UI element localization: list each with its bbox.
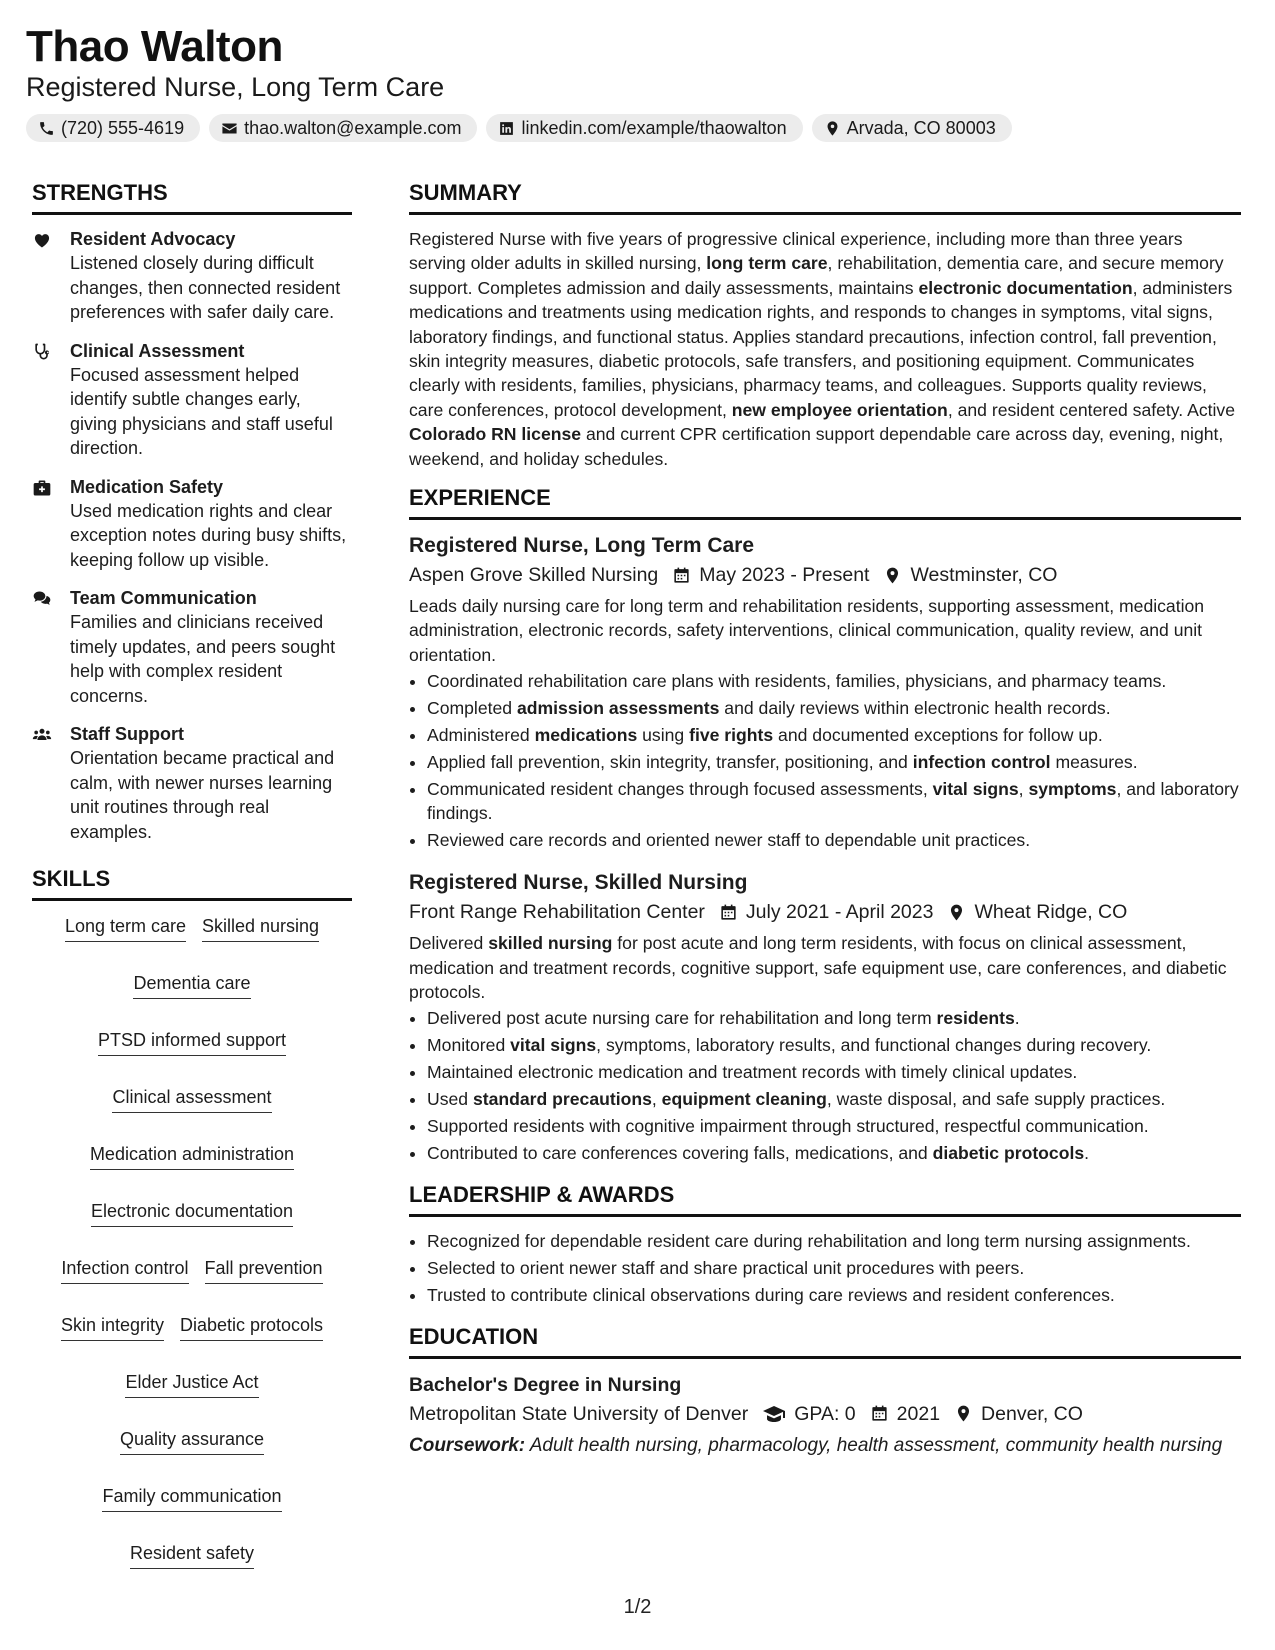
text-run: Contributed to care conferences covering falls, medications, and: [427, 1142, 933, 1163]
bullet-item: [427, 1060, 1241, 1084]
text-run: Delivered: [409, 933, 489, 954]
contact-phone-text: (720) 555-4619: [61, 117, 185, 138]
skill-tag: Diabetic protocols: [180, 1314, 323, 1341]
heart-icon: [32, 230, 52, 250]
calendar-icon: [719, 903, 738, 922]
text-run: , administers medications and treatments using medication rights, and responds to changes in symptoms, vital signs, laboratory findings, and functional status. Applies standard precautions, infection control, fall prevention, skin integrity measures, diabetic protocols, safe transfers, and positioning equipment. Communicates clearly with residents, families, physicians, pharmacy teams, and colleagues. Supports quality reviews, care conferences, protocol development,: [409, 277, 1233, 420]
education-meta: [409, 1399, 1241, 1429]
strength-title: Clinical Assessment: [70, 340, 245, 361]
strength-item: [32, 475, 352, 573]
emphasis-text: infection control: [912, 752, 1051, 772]
bullet-item: [427, 1114, 1241, 1138]
phone-icon: [38, 120, 55, 137]
emphasis-text: standard precautions: [472, 1089, 652, 1110]
school-name: Metropolitan State University of Denver: [409, 1402, 749, 1425]
bullet-item: [427, 1141, 1241, 1165]
emphasis-text: Colorado RN license: [409, 424, 582, 445]
text-run: measures.: [1050, 752, 1138, 772]
skill-tag: Elder Justice Act: [125, 1371, 258, 1398]
page-number: 1/2: [623, 1596, 652, 1618]
experience-heading: EXPERIENCE: [409, 485, 1241, 520]
text-run: Trusted to contribute clinical observations during care reviews and resident conferences.: [427, 1284, 1115, 1305]
text-run: , and laboratory findings.: [427, 778, 1239, 824]
contact-email-text: thao.walton@example.com: [244, 117, 462, 138]
bullet-item: [427, 669, 1241, 693]
gpa: GPA: 0: [794, 1402, 856, 1425]
job-intro: [409, 931, 1241, 1004]
strength-title: Team Communication: [70, 588, 257, 608]
job-meta: [409, 897, 1241, 927]
text-run: Leads daily nursing care for long term and rehabilitation residents, supporting assessment, medication administration, electronic records, safety interventions, clinical communication, quality review, and unit orientation.: [409, 596, 1205, 665]
job-company: Front Range Rehabilitation Center: [409, 901, 705, 924]
strength-desc: Orientation became practical and calm, with newer nurses learning unit routines through real examples.: [70, 748, 335, 842]
strength-item: [32, 227, 352, 325]
bullet-item: [427, 1256, 1241, 1280]
text-run: , rehabilitation, dementia care, and secure memory support. Completes admission and daily assessments, maintains: [409, 253, 1224, 298]
job-meta: [409, 560, 1241, 590]
text-run: and daily reviews within electronic health records.: [719, 698, 1111, 719]
bullet-item: [427, 1033, 1241, 1057]
bullet-item: [427, 750, 1241, 774]
skill-tag: Resident safety: [130, 1542, 254, 1569]
emphasis-text: skilled nursing: [488, 933, 613, 954]
text-run: Administered: [427, 725, 535, 746]
text-run: ,: [1018, 778, 1029, 799]
strength-item: [32, 339, 352, 461]
calendar-icon: [672, 566, 691, 585]
text-run: .: [1084, 1142, 1090, 1163]
coursework-text: Adult health nursing, pharmacology, health assessment, community health nursing: [529, 1434, 1223, 1456]
coursework: [409, 1433, 1241, 1458]
job-dates: May 2023 - Present: [699, 564, 870, 587]
text-run: .: [1014, 1008, 1020, 1029]
text-run: , waste disposal, and safe supply practices.: [826, 1089, 1166, 1110]
skill-tag: Long term care: [65, 915, 186, 942]
candidate-title: Registered Nurse, Long Term Care: [26, 72, 445, 102]
summary-heading: SUMMARY: [409, 180, 1241, 215]
bullet-item: [427, 723, 1241, 747]
bullet-item: [427, 696, 1241, 720]
emphasis-text: admission assessments: [516, 698, 720, 719]
emphasis-text: medications: [534, 725, 638, 746]
text-run: ,: [651, 1089, 662, 1110]
text-run: Supported residents with cognitive impairment through structured, respectful communication.: [427, 1115, 1149, 1136]
job-title: Registered Nurse, Long Term Care: [409, 534, 755, 558]
contact-email[interactable]: [209, 114, 477, 142]
skill-tag: Family communication: [102, 1485, 281, 1512]
text-run: Registered Nurse with five years of progressive clinical experience, including more than three years serving older adults in skilled nursing,: [409, 229, 1183, 274]
emphasis-text: residents: [936, 1008, 1015, 1029]
job-dates: July 2021 - April 2023: [745, 901, 934, 924]
coursework-label: Coursework:: [409, 1434, 526, 1456]
calendar-icon: [870, 1404, 889, 1423]
stethoscope-icon: [32, 342, 52, 362]
text-run: and documented exceptions for follow up.: [773, 725, 1103, 746]
job-entry: [409, 869, 1241, 1165]
job-bullets: [409, 1006, 1241, 1165]
text-run: Applied fall prevention, skin integrity, transfer, positioning, and: [427, 752, 913, 772]
leadership-bullets: [409, 1229, 1241, 1307]
text-run: Monitored: [427, 1035, 511, 1056]
emphasis-text: vital signs: [510, 1035, 597, 1056]
emphasis-text: symptoms: [1028, 778, 1117, 799]
contact-linkedin-text: linkedin.com/example/thaowalton: [521, 117, 787, 138]
job-entry: [409, 532, 1241, 853]
emphasis-text: electronic documentation: [918, 277, 1133, 298]
skills-heading: SKILLS: [32, 866, 352, 901]
text-run: Reviewed care records and oriented newer staff to dependable unit practices.: [427, 830, 1031, 851]
contact-location: [812, 114, 1012, 142]
job-location: Westminster, CO: [910, 564, 1058, 587]
text-run: for post acute and long term residents, with focus on clinical assessment, medication and treatment records, cognitive support, safe equipment use, care conferences, and diabetic protocols.: [409, 933, 1227, 1002]
job-intro: [409, 594, 1241, 667]
summary-text: [409, 227, 1241, 471]
job-title: Registered Nurse, Skilled Nursing: [409, 871, 748, 895]
linkedin-icon: [498, 120, 515, 137]
users-icon: [32, 725, 52, 745]
text-run: using: [637, 725, 690, 746]
strength-desc: Focused assessment helped identify subtle changes early, giving physicians and staff useful direction.: [70, 364, 333, 458]
text-run: Recognized for dependable resident care during rehabilitation and long term nursing assignments.: [427, 1230, 1191, 1251]
text-run: Maintained electronic medication and treatment records with timely clinical updates.: [427, 1062, 1078, 1083]
text-run: Completed: [427, 698, 517, 719]
contact-location-text: Arvada, CO 80003: [846, 117, 996, 138]
skills-list: [32, 915, 352, 1569]
strength-desc: Listened closely during difficult changes, then connected resident preferences with safer daily care.: [70, 253, 341, 322]
candidate-name: Thao Walton: [26, 22, 283, 71]
skill-tag: Skin integrity: [61, 1314, 164, 1341]
envelope-icon: [221, 120, 238, 137]
skill-tag: Dementia care: [133, 972, 250, 999]
contact-bar: [26, 114, 1012, 142]
contact-linkedin[interactable]: [486, 114, 802, 142]
text-run: Coordinated rehabilitation care plans with residents, families, physicians, and pharmacy teams.: [427, 671, 1167, 692]
left-column: [32, 180, 352, 1569]
skill-tag: Fall prevention: [205, 1257, 323, 1284]
bullet-item: [427, 1006, 1241, 1030]
strength-title: Staff Support: [70, 724, 184, 744]
emphasis-text: new employee orientation: [731, 399, 948, 420]
degree-title: Bachelor's Degree in Nursing: [409, 1373, 682, 1396]
bullet-item: [427, 1229, 1241, 1253]
text-run: , and resident centered safety. Active: [947, 399, 1236, 420]
text-run: and current CPR certification support dependable care across day, evening, night, weekend, and holiday schedules.: [409, 424, 1224, 469]
skill-tag: PTSD informed support: [98, 1029, 286, 1056]
strength-desc: Families and clinicians received timely updates, and peers sought help with complex resident concerns.: [70, 612, 336, 706]
skill-tag: Electronic documentation: [91, 1200, 293, 1227]
skill-tag: Infection control: [61, 1257, 188, 1284]
comments-icon: [32, 589, 52, 609]
text-run: Delivered post acute nursing care for rehabilitation and long term: [427, 1008, 937, 1029]
location-pin-icon: [883, 566, 902, 585]
emphasis-text: equipment cleaning: [661, 1089, 827, 1110]
graduation-cap-icon: [762, 1402, 786, 1426]
strength-desc: Used medication rights and clear exception notes during busy shifts, keeping follow up visible.: [70, 500, 347, 570]
job-location: Wheat Ridge, CO: [974, 901, 1128, 924]
emphasis-text: vital signs: [932, 778, 1019, 799]
strengths-heading: STRENGTHS: [32, 180, 352, 215]
education-heading: EDUCATION: [409, 1324, 1241, 1359]
contact-phone[interactable]: [26, 114, 200, 142]
job-company: Aspen Grove Skilled Nursing: [409, 564, 659, 587]
skill-tag: Quality assurance: [120, 1428, 264, 1455]
strength-title: Medication Safety: [70, 476, 224, 497]
text-run: Communicated resident changes through focused assessments,: [427, 778, 933, 799]
text-run: Used: [427, 1089, 473, 1110]
job-bullets: [409, 669, 1241, 852]
medkit-icon: [32, 478, 52, 498]
bullet-item: [427, 1087, 1241, 1111]
emphasis-text: five rights: [689, 725, 774, 746]
text-run: , symptoms, laboratory results, and functional changes during recovery.: [596, 1035, 1152, 1056]
bullet-item: [427, 828, 1241, 852]
location-pin-icon: [947, 903, 966, 922]
location-pin-icon: [954, 1404, 973, 1423]
location-pin-icon: [824, 120, 841, 137]
skill-tag: Clinical assessment: [112, 1086, 271, 1113]
bullet-item: [427, 777, 1241, 826]
emphasis-text: diabetic protocols: [932, 1142, 1085, 1163]
skill-tag: Skilled nursing: [202, 915, 319, 942]
school-location: Denver, CO: [981, 1402, 1083, 1425]
emphasis-text: long term care: [706, 253, 828, 274]
bullet-item: [427, 1283, 1241, 1307]
text-run: Selected to orient newer staff and share practical unit procedures with peers.: [427, 1257, 1025, 1278]
right-column: [409, 180, 1241, 1458]
strength-title: Resident Advocacy: [70, 229, 236, 249]
leadership-heading: LEADERSHIP & AWARDS: [409, 1182, 1241, 1217]
strength-item: [32, 722, 352, 844]
strength-item: [32, 586, 352, 708]
graduation-year: 2021: [896, 1402, 941, 1425]
skill-tag: Medication administration: [90, 1143, 294, 1170]
